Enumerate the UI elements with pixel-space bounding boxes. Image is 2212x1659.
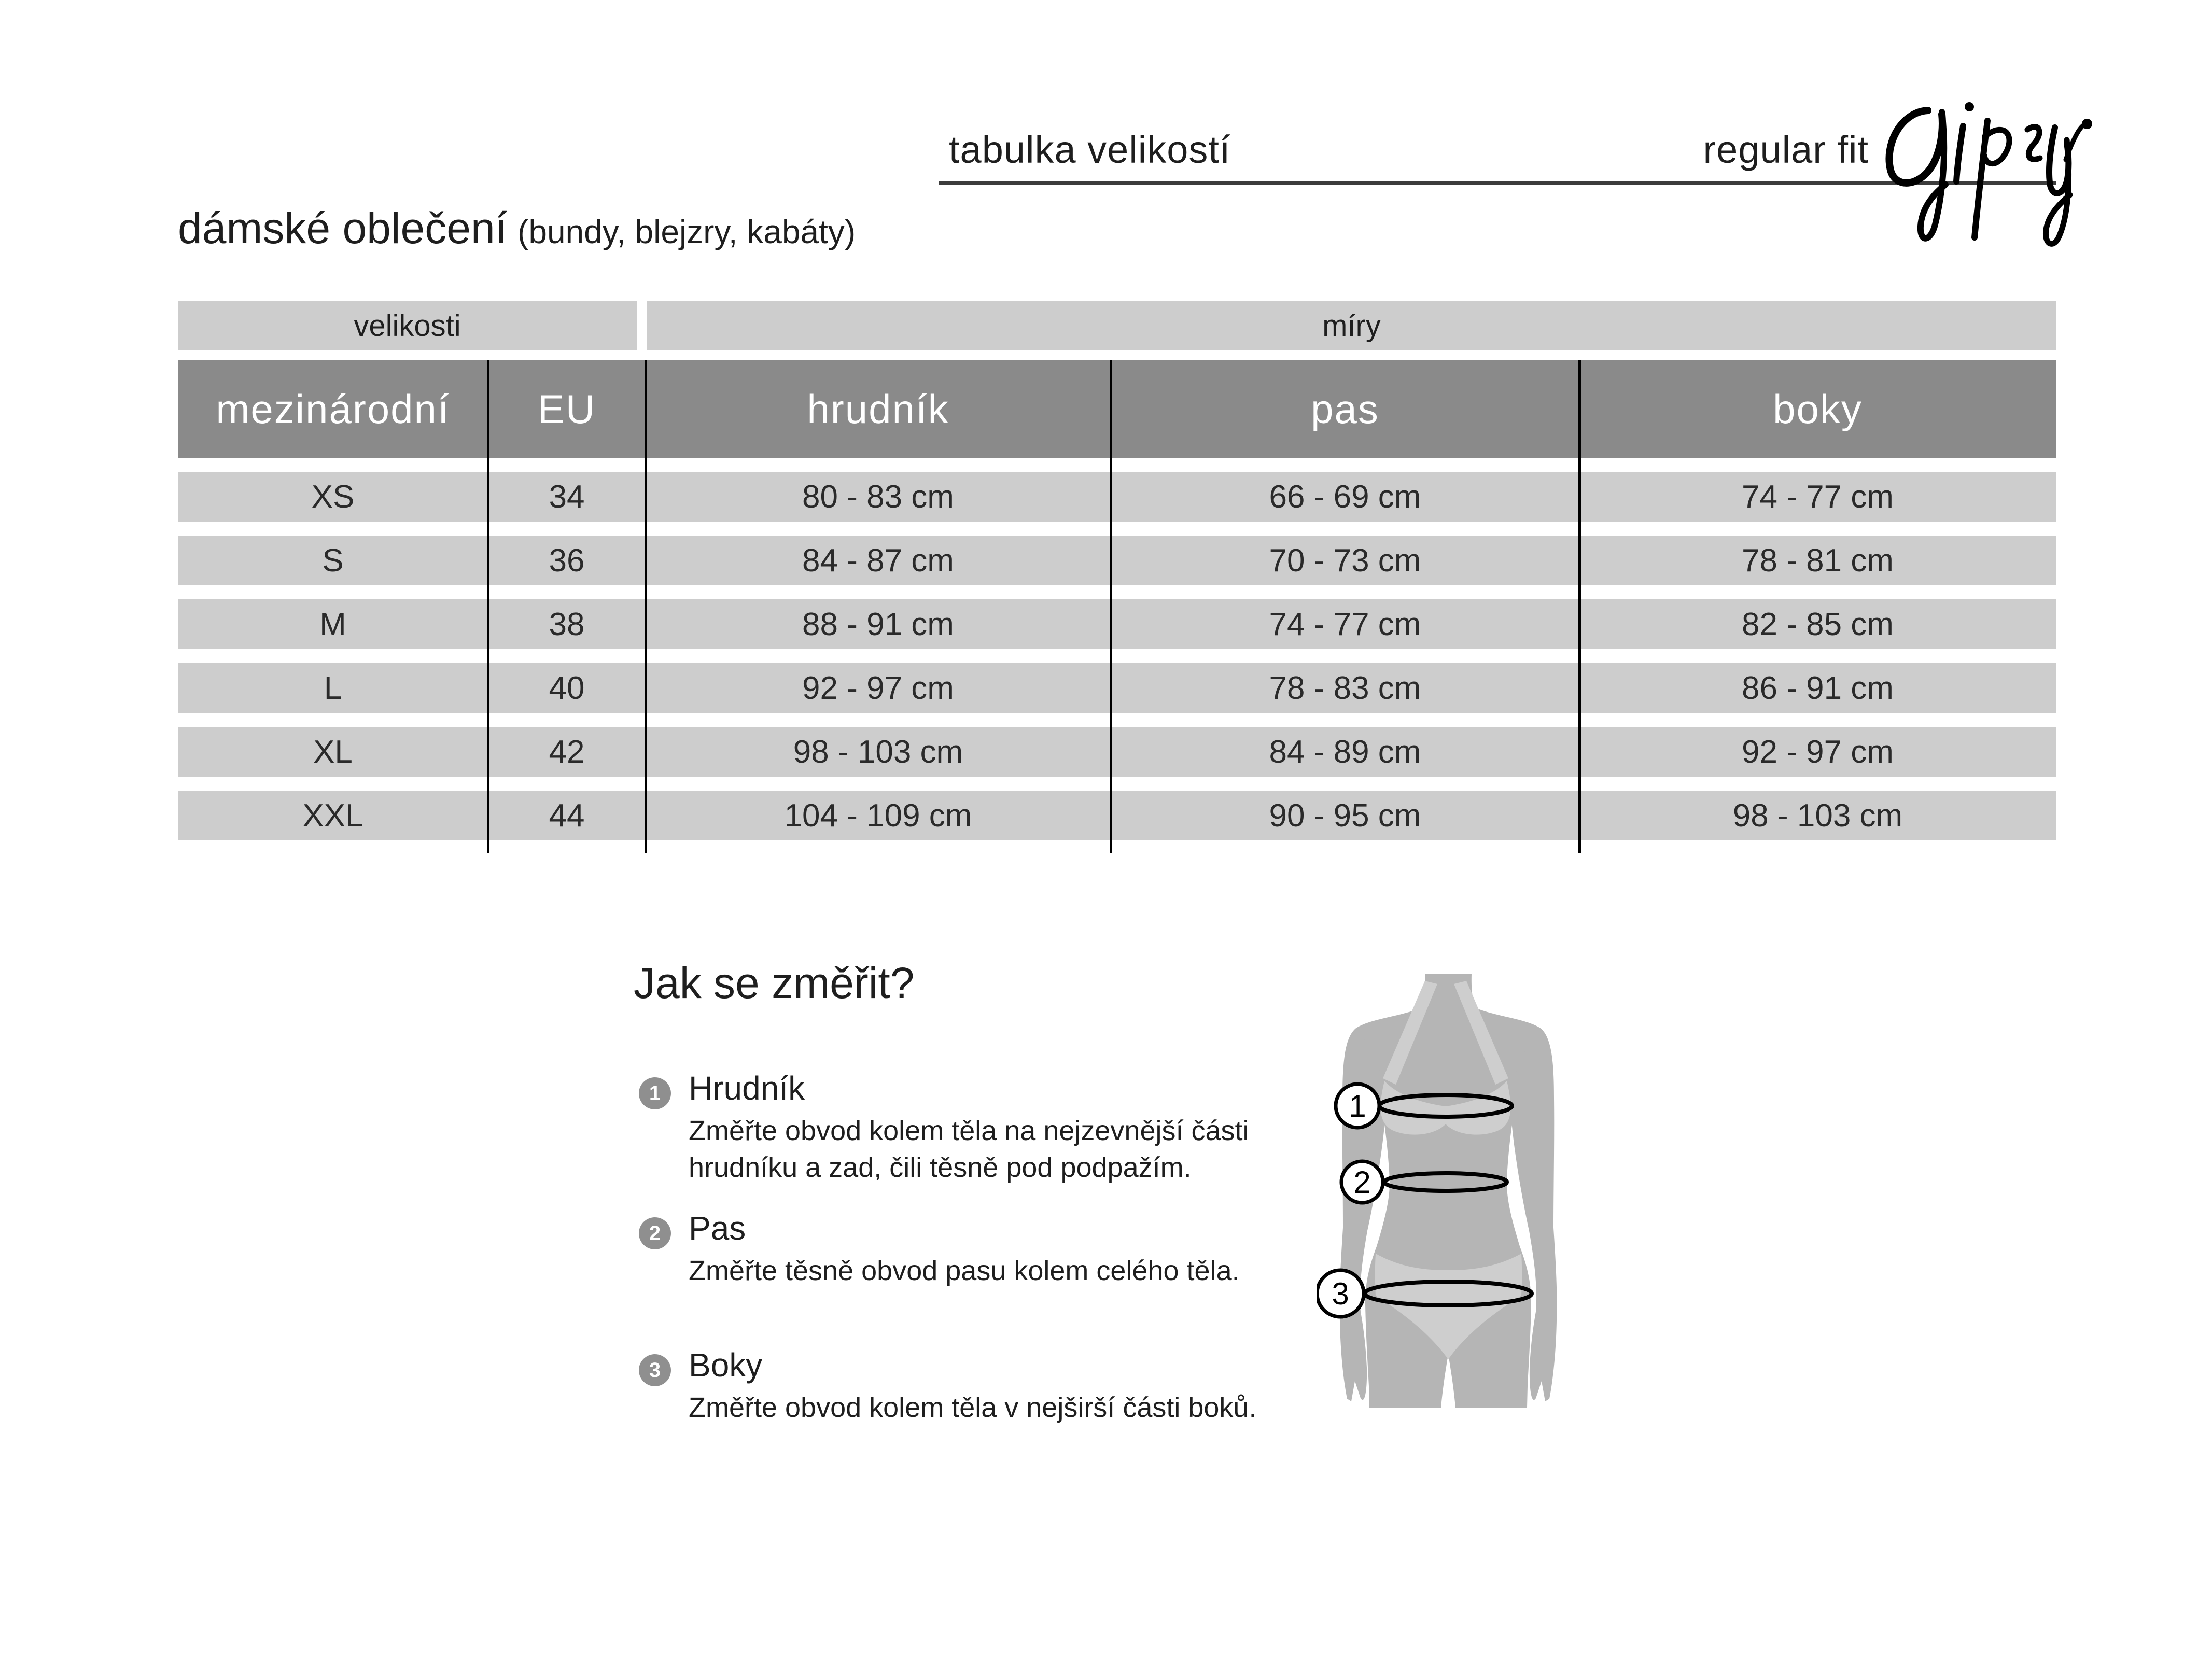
cell-chest: 84 - 87 cm bbox=[802, 542, 954, 579]
cell-size-int: S bbox=[322, 542, 344, 579]
cell-waist: 74 - 77 cm bbox=[1269, 606, 1421, 642]
column-divider bbox=[487, 360, 489, 853]
table-row bbox=[178, 727, 2056, 777]
step-3-badge: 3 bbox=[639, 1354, 671, 1386]
cell-waist: 78 - 83 cm bbox=[1269, 670, 1421, 706]
column-header-chest: hrudník bbox=[807, 386, 949, 432]
cell-hips: 82 - 85 cm bbox=[1742, 606, 1894, 642]
column-header-hips: boky bbox=[1773, 386, 1863, 432]
figure-marker-2-number: 2 bbox=[1353, 1165, 1371, 1200]
step-3-name: Boky bbox=[689, 1346, 763, 1384]
step-1-badge: 1 bbox=[639, 1077, 671, 1109]
table-row bbox=[178, 472, 2056, 522]
step-2-badge: 2 bbox=[639, 1217, 671, 1249]
section-title-main: dámské oblečení bbox=[178, 204, 508, 252]
table-row bbox=[178, 663, 2056, 713]
table-row bbox=[178, 791, 2056, 840]
step-3-description: Změřte obvod kolem těla v nejširší části boků. bbox=[689, 1392, 1257, 1423]
cell-waist: 70 - 73 cm bbox=[1269, 542, 1421, 579]
cell-chest: 80 - 83 cm bbox=[802, 479, 954, 515]
cell-chest: 92 - 97 cm bbox=[802, 670, 954, 706]
cell-chest: 98 - 103 cm bbox=[793, 734, 963, 770]
group-header-sizes: velikosti bbox=[178, 301, 637, 350]
figure-marker-1-number: 1 bbox=[1349, 1089, 1366, 1123]
size-table bbox=[178, 301, 2056, 855]
step-2-description: Změřte těsně obvod pasu kolem celého těla. bbox=[689, 1255, 1240, 1286]
cell-waist: 84 - 89 cm bbox=[1269, 734, 1421, 770]
section-title bbox=[178, 203, 856, 254]
step-2-name: Pas bbox=[689, 1210, 746, 1247]
step-1-description: Změřte obvod kolem těla na nejzevnější části hrudníku a zad, čili těsně pod podpažím. bbox=[689, 1115, 1249, 1184]
cell-hips: 78 - 81 cm bbox=[1742, 542, 1894, 579]
table-header-row bbox=[178, 360, 2056, 458]
cell-size-eu: 44 bbox=[549, 797, 585, 834]
table-row bbox=[178, 599, 2056, 649]
page-title: tabulka velikostí bbox=[949, 128, 1231, 171]
column-divider bbox=[645, 360, 647, 853]
cell-size-eu: 38 bbox=[549, 606, 585, 642]
cell-size-int: XL bbox=[313, 734, 353, 770]
cell-size-int: XS bbox=[311, 479, 355, 515]
cell-hips: 92 - 97 cm bbox=[1742, 734, 1894, 770]
howto-item-chest bbox=[639, 1069, 1352, 1187]
cell-waist: 66 - 69 cm bbox=[1269, 479, 1421, 515]
cell-size-eu: 40 bbox=[549, 670, 585, 706]
body-measurement-figure bbox=[1317, 969, 1618, 1415]
cell-hips: 86 - 91 cm bbox=[1742, 670, 1894, 706]
step-1-name: Hrudník bbox=[689, 1070, 805, 1107]
brand-logo-gipsy-icon bbox=[1876, 66, 2094, 249]
cell-size-eu: 34 bbox=[549, 479, 585, 515]
howto-item-waist bbox=[639, 1209, 1352, 1289]
cell-chest: 104 - 109 cm bbox=[784, 797, 972, 834]
howto-title: Jak se změřit? bbox=[634, 959, 915, 1007]
figure-marker-3-number: 3 bbox=[1332, 1276, 1349, 1311]
cell-size-eu: 42 bbox=[549, 734, 585, 770]
group-header-measures: míry bbox=[647, 301, 2056, 350]
column-header-international: mezinárodní bbox=[216, 386, 450, 432]
cell-size-eu: 36 bbox=[549, 542, 585, 579]
howto-item-hips bbox=[639, 1346, 1352, 1426]
cell-size-int: L bbox=[324, 670, 342, 706]
cell-size-int: XXL bbox=[302, 797, 363, 834]
table-row bbox=[178, 536, 2056, 585]
cell-size-int: M bbox=[319, 606, 346, 642]
cell-chest: 88 - 91 cm bbox=[802, 606, 954, 642]
column-divider bbox=[1110, 360, 1112, 853]
cell-hips: 74 - 77 cm bbox=[1742, 479, 1894, 515]
cell-hips: 98 - 103 cm bbox=[1732, 797, 1903, 834]
column-divider bbox=[1578, 360, 1581, 853]
section-title-sub: (bundy, blejzry, kabáty) bbox=[517, 213, 856, 250]
column-header-waist: pas bbox=[1311, 386, 1379, 432]
cell-waist: 90 - 95 cm bbox=[1269, 797, 1421, 834]
column-header-eu: EU bbox=[537, 386, 596, 432]
fit-label: regular fit bbox=[1703, 128, 1869, 171]
